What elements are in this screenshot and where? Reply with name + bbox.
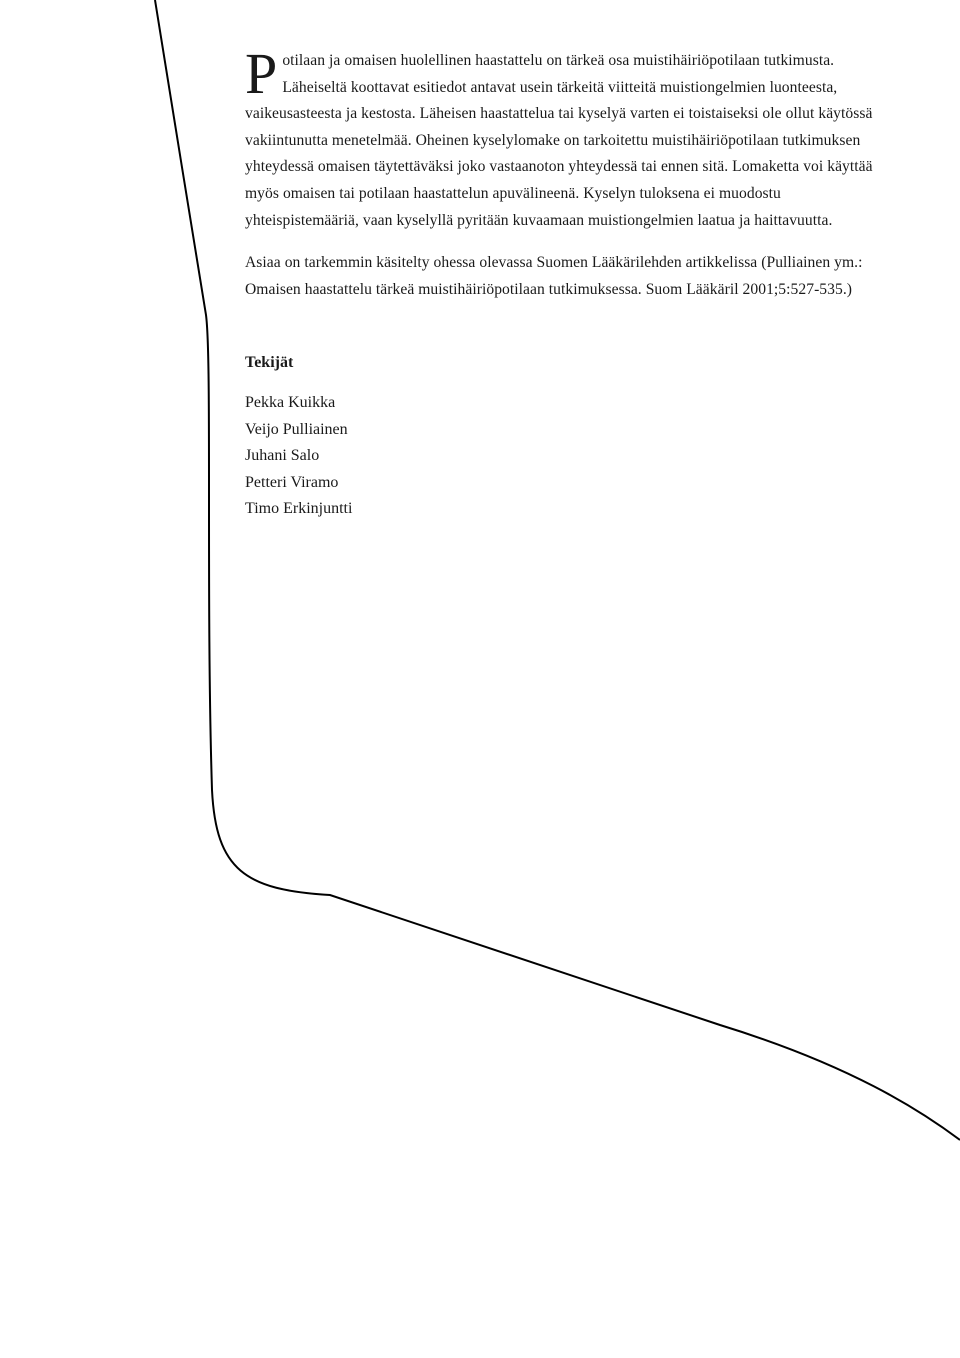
intro-paragraph: [245, 41, 885, 234]
drop-cap: P: [245, 41, 278, 106]
intro-text: otilaan ja omaisen huolellinen haastattelu on tärkeä osa muistihäiriöpotilaan tutkimusta. Läheiseltä koottavat esitiedot antavat usein tärkeitä viitteitä muistiongelmien luonteesta, vaikeusasteesta ja kestosta. Läheisen haastattelua tai kyselyä varten ei toistaiseksi ole ollut käytössä vakiintunutta menetelmää. Oheinen kyselylomake on tarkoitettu muistihäiriöpotilaan tutkimuksen yhteydessä omaisen täytettäväksi joko vastaanoton yhteydessä tai ennen sitä. Lomaketta voi käyttää myös omaisen tai potilaan haastattelun apuvälineenä. Kyselyn tuloksena ei muodostu yhteispistemääriä, vaan kyselyllä pyritään kuvaamaan muistiongelmien laatua ja haittavuutta.: [245, 52, 873, 229]
reference-paragraph: Asiaa on tarkemmin käsitelty ohessa olevassa Suomen Lääkärilehden artikkelissa (Pulliainen ym.: Omaisen haastattelu tärkeä muistihäiriöpotilaan tutkimuksessa. Suom Lääkäril 2001;5:527-535.): [245, 254, 863, 298]
author-name: Timo Erkinjuntti: [245, 499, 353, 517]
author-name: Veijo Pulliainen: [245, 420, 348, 438]
author-name: Juhani Salo: [245, 447, 320, 465]
author-name: Petteri Viramo: [245, 473, 339, 491]
author-name: Pekka Kuikka: [245, 394, 336, 412]
document-content: [245, 41, 885, 522]
authors-heading: Tekijät: [245, 354, 294, 372]
authors-list: [245, 390, 885, 522]
